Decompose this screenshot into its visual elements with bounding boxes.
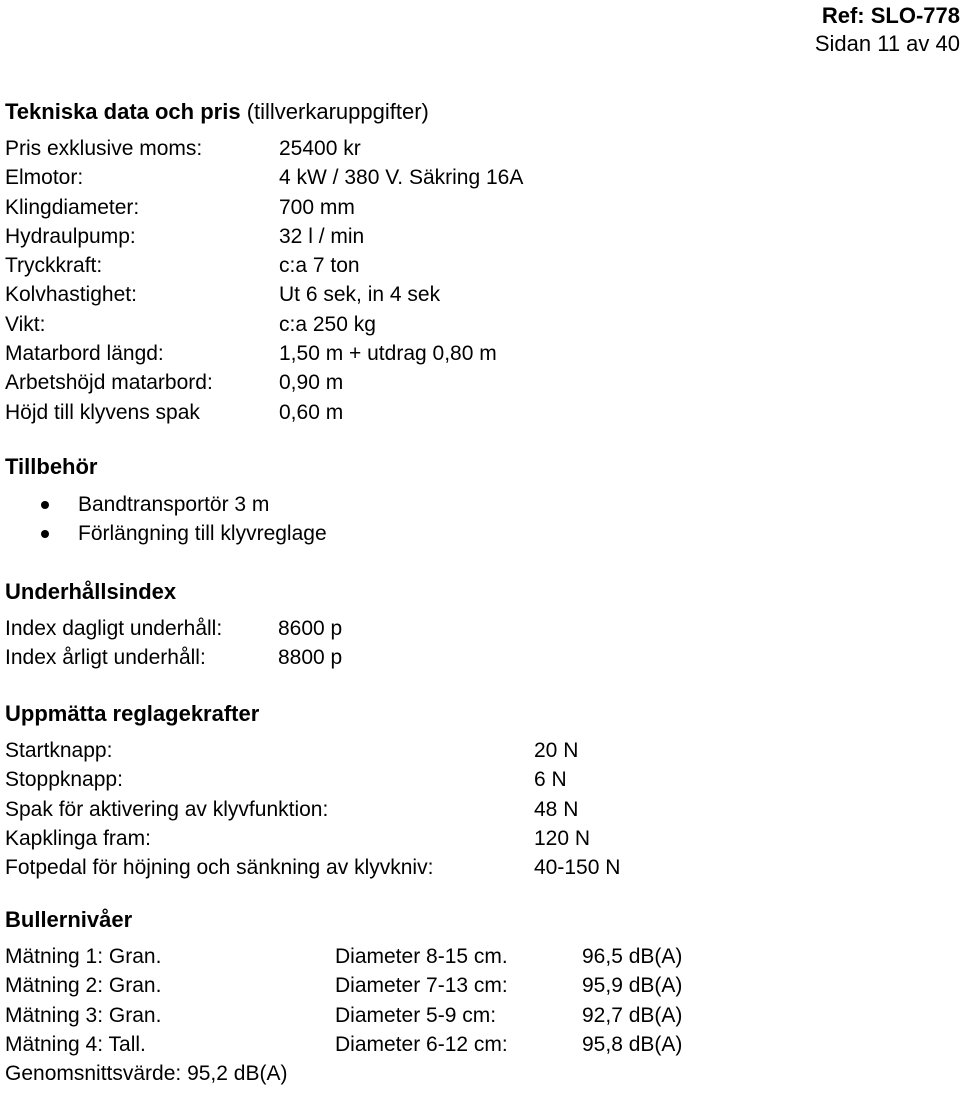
noise-level: 92,7 dB(A) bbox=[582, 1003, 683, 1027]
tech-label: Pris exklusive moms: bbox=[5, 137, 203, 160]
tech-value: 1,50 m + utdrag 0,80 m bbox=[279, 342, 497, 366]
tech-label: Tryckkraft: bbox=[5, 254, 103, 278]
accessories-section bbox=[5, 453, 960, 549]
accessory-text: Förlängning till klyvreglage bbox=[78, 522, 327, 546]
maintenance-value: 8600 p bbox=[278, 617, 343, 640]
tech-value: 4 kW / 380 V. Säkring 16A bbox=[279, 166, 524, 190]
maintenance-section bbox=[5, 578, 960, 673]
tech-label: Elmotor: bbox=[5, 166, 84, 190]
tech-label: Höjd till klyvens spak bbox=[5, 400, 200, 424]
tech-label: Klingdiameter: bbox=[5, 195, 140, 219]
tech-value: 0,90 m bbox=[279, 371, 344, 395]
forces-row bbox=[5, 853, 960, 882]
tech-value: c:a 250 kg bbox=[279, 312, 376, 336]
noise-level: 96,5 dB(A) bbox=[582, 945, 683, 968]
list-item bbox=[5, 519, 960, 548]
tech-data-table bbox=[5, 134, 960, 427]
forces-row bbox=[5, 795, 960, 824]
tech-row bbox=[5, 193, 960, 222]
noise-measurement: Mätning 2: Gran. bbox=[5, 974, 162, 998]
maintenance-row bbox=[5, 614, 960, 643]
forces-row bbox=[5, 824, 960, 853]
forces-row bbox=[5, 765, 960, 794]
forces-section bbox=[5, 700, 960, 882]
reference-number: Ref: SLO-778 bbox=[821, 3, 960, 28]
forces-label: Kapklinga fram: bbox=[5, 826, 151, 850]
bullet-icon bbox=[41, 501, 49, 509]
maintenance-label: Index årligt underhåll: bbox=[5, 646, 206, 670]
tech-data-heading: Tekniska data och pris bbox=[5, 99, 241, 124]
tech-value: 25400 kr bbox=[279, 137, 361, 160]
tech-value: c:a 7 ton bbox=[279, 254, 360, 278]
tech-label: Hydraulpump: bbox=[5, 224, 136, 248]
noise-diameter: Diameter 7-13 cm: bbox=[335, 974, 508, 998]
tech-data-section bbox=[5, 98, 960, 427]
noise-diameter: Diameter 5-9 cm: bbox=[335, 1003, 497, 1027]
accessories-list bbox=[5, 490, 960, 549]
maintenance-label: Index dagligt underhåll: bbox=[5, 617, 223, 640]
tech-data-subtitle: (tillverkaruppgifter) bbox=[246, 99, 429, 124]
noise-average bbox=[5, 1059, 960, 1088]
forces-value: 120 N bbox=[534, 826, 591, 850]
forces-value: 20 N bbox=[534, 739, 579, 762]
page-number: Sidan 11 av 40 bbox=[814, 31, 960, 56]
tech-value: 32 l / min bbox=[279, 224, 365, 248]
noise-level: 95,9 dB(A) bbox=[582, 974, 683, 998]
accessory-text: Bandtransportör 3 m bbox=[78, 493, 270, 516]
tech-row bbox=[5, 398, 960, 427]
page-header bbox=[815, 2, 960, 58]
noise-measurement: Mätning 4: Tall. bbox=[5, 1032, 146, 1056]
tech-row bbox=[5, 280, 960, 309]
noise-average-text: Genomsnittsvärde: 95,2 dB(A) bbox=[5, 1062, 288, 1086]
noise-table bbox=[5, 942, 960, 1088]
forces-label: Fotpedal för höjning och sänkning av klyvkniv: bbox=[5, 856, 434, 880]
tech-label: Matarbord längd: bbox=[5, 342, 164, 366]
tech-data-title bbox=[5, 98, 960, 126]
tech-row bbox=[5, 134, 960, 163]
tech-row bbox=[5, 310, 960, 339]
tech-label: Arbetshöjd matarbord: bbox=[5, 371, 213, 395]
forces-label: Startknapp: bbox=[5, 739, 113, 762]
forces-table bbox=[5, 736, 960, 882]
tech-value: 700 mm bbox=[279, 195, 355, 219]
maintenance-value: 8800 p bbox=[278, 646, 343, 670]
tech-label: Vikt: bbox=[5, 312, 46, 336]
tech-row bbox=[5, 163, 960, 192]
forces-label: Spak för aktivering av klyvfunktion: bbox=[5, 797, 329, 821]
noise-measurement: Mätning 3: Gran. bbox=[5, 1003, 162, 1027]
tech-row bbox=[5, 222, 960, 251]
forces-title: Uppmätta reglagekrafter bbox=[5, 701, 260, 726]
tech-row bbox=[5, 368, 960, 397]
noise-section bbox=[5, 906, 960, 1088]
noise-measurement: Mätning 1: Gran. bbox=[5, 945, 162, 968]
accessories-title: Tillbehör bbox=[5, 454, 98, 479]
noise-diameter: Diameter 8-15 cm. bbox=[335, 945, 508, 968]
noise-row bbox=[5, 971, 960, 1000]
maintenance-row bbox=[5, 643, 960, 672]
forces-value: 40-150 N bbox=[534, 856, 621, 880]
noise-level: 95,8 dB(A) bbox=[582, 1032, 683, 1056]
forces-row bbox=[5, 736, 960, 765]
tech-row bbox=[5, 339, 960, 368]
forces-value: 6 N bbox=[534, 768, 567, 792]
noise-row bbox=[5, 1030, 960, 1059]
tech-value: 0,60 m bbox=[279, 400, 344, 424]
tech-value: Ut 6 sek, in 4 sek bbox=[279, 283, 441, 307]
noise-diameter: Diameter 6-12 cm: bbox=[335, 1032, 508, 1056]
maintenance-table bbox=[5, 614, 960, 673]
noise-title: Bullernivåer bbox=[5, 907, 133, 932]
forces-value: 48 N bbox=[534, 797, 579, 821]
noise-row bbox=[5, 942, 960, 971]
tech-label: Kolvhastighet: bbox=[5, 283, 137, 307]
list-item bbox=[5, 490, 960, 519]
tech-row bbox=[5, 251, 960, 280]
maintenance-title: Underhållsindex bbox=[5, 579, 177, 604]
bullet-icon bbox=[41, 530, 49, 538]
noise-row bbox=[5, 1001, 960, 1030]
forces-label: Stoppknapp: bbox=[5, 768, 123, 792]
